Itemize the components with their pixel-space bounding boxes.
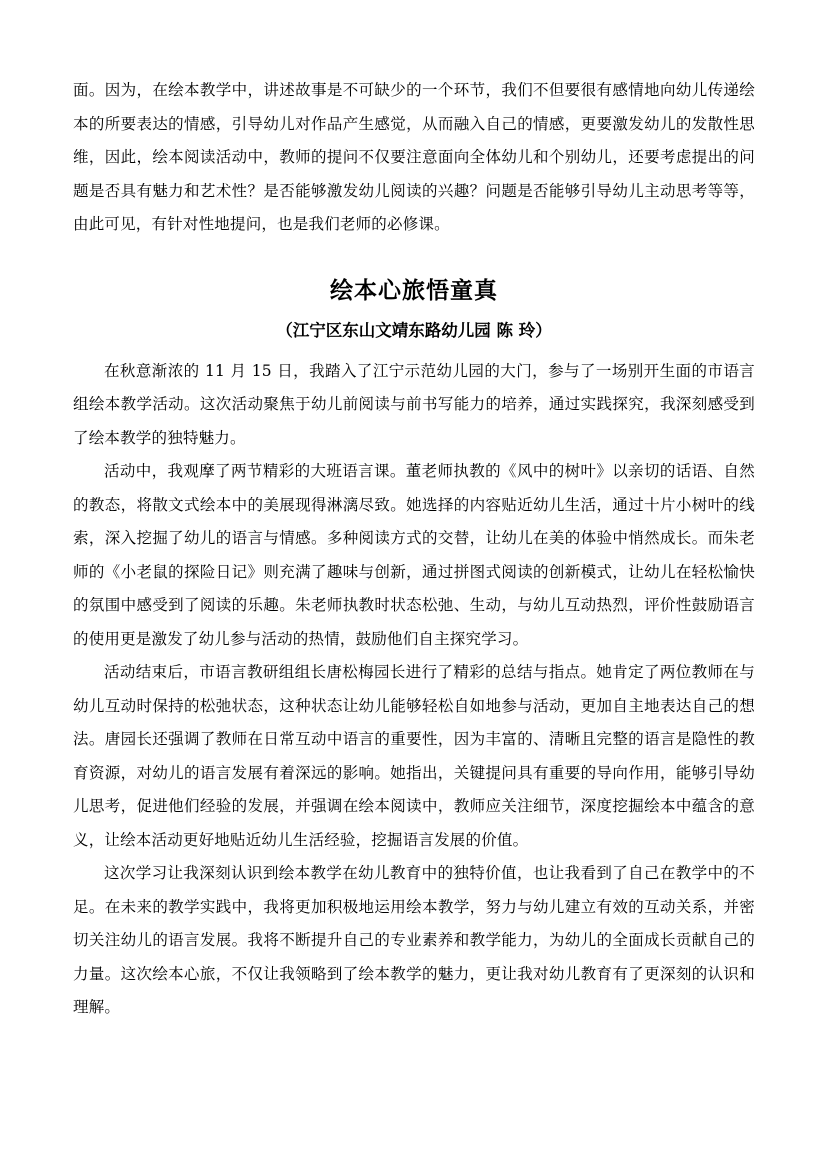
document-body bbox=[73, 74, 755, 1025]
spacer bbox=[73, 242, 755, 252]
document-subtitle: （江宁区东山文靖东路幼儿园 陈 玲） bbox=[276, 320, 552, 340]
intro-paragraph: 面。因为，在绘本教学中，讲述故事是不可缺少的一个环节，我们不但要很有感情地向幼儿传递绘本的所要表达的情感，引导幼儿对作品产生感觉，从而融入自己的情感，更要激发幼儿的发散性思维，因此，绘本阅读活动中，教师的提问不仅要注意面向全体幼儿和个别幼儿，还要考虑提出的问题是否具有魅力和艺术性？是否能够激发幼儿阅读的兴趣？问题是否能够引导幼儿主动思考等等，由此可见，有针对性地提问，也是我们老师的必修课。 bbox=[73, 81, 755, 233]
page-title: 绘本心旅悟童真 bbox=[330, 276, 498, 304]
body-paragraph-4: 这次学习让我深刻认识到绘本教学在幼儿教育中的独特价值，也让我看到了自己在教学中的不足。在未来的教学实践中，我将更加积极地运用绘本教学，努力与幼儿建立有效的互动关系，并密切关注幼儿的语言发展。我将不断提升自己的专业素养和教学能力，为幼儿的全面成长贡献自己的力量。这次绘本心旅，不仅让我领略到了绘本教学的魅力，更让我对幼儿教育有了更深刻的认识和理解。 bbox=[73, 864, 755, 1016]
body-paragraph-2: 活动中，我观摩了两节精彩的大班语言课。董老师执教的《风中的树叶》以亲切的话语、自然的教态，将散文式绘本中的美展现得淋漓尽致。她选择的内容贴近幼儿生活，通过十片小树叶的线索，深入挖掘了幼儿的语言与情感。多种阅读方式的交替，让幼儿在美的体验中悄然成长。而朱老师的《小老鼠的探险日记》则充满了趣味与创新，通过拼图式阅读的创新模式，让幼儿在轻松愉快的氛围中感受到了阅读的乐趣。朱老师执教时状态松弛、生动，与幼儿互动热烈，评价性鼓励语言的使用更是激发了幼儿参与活动的热情，鼓励他们自主探究学习。 bbox=[73, 462, 755, 648]
body-paragraph-3: 活动结束后，市语言教研组组长唐松梅园长进行了精彩的总结与指点。她肯定了两位教师在与幼儿互动时保持的松弛状态，这种状态让幼儿能够轻松自如地参与活动，更加自主地表达自己的想法。唐园长还强调了教师在日常互动中语言的重要性，因为丰富的、清晰且完整的语言是隐性的教育资源，对幼儿的语言发展有着深远的影响。她指出，关键提问具有重要的导向作用，能够引导幼儿思考，促进他们经验的发展，并强调在绘本阅读中，教师应关注细节，深度挖掘绘本中蕴含的意义，让绘本活动更好地贴近幼儿生活经验，挖掘语言发展的价值。 bbox=[73, 663, 755, 849]
body-paragraph-1: 在秋意渐浓的 11 月 15 日，我踏入了江宁示范幼儿园的大门，参与了一场别开生面的市语言组绘本教学活动。这次活动聚焦于幼儿前阅读与前书写能力的培养，通过实践探究，我深刻感受到了绘本教学的独特魅力。 bbox=[73, 361, 755, 447]
